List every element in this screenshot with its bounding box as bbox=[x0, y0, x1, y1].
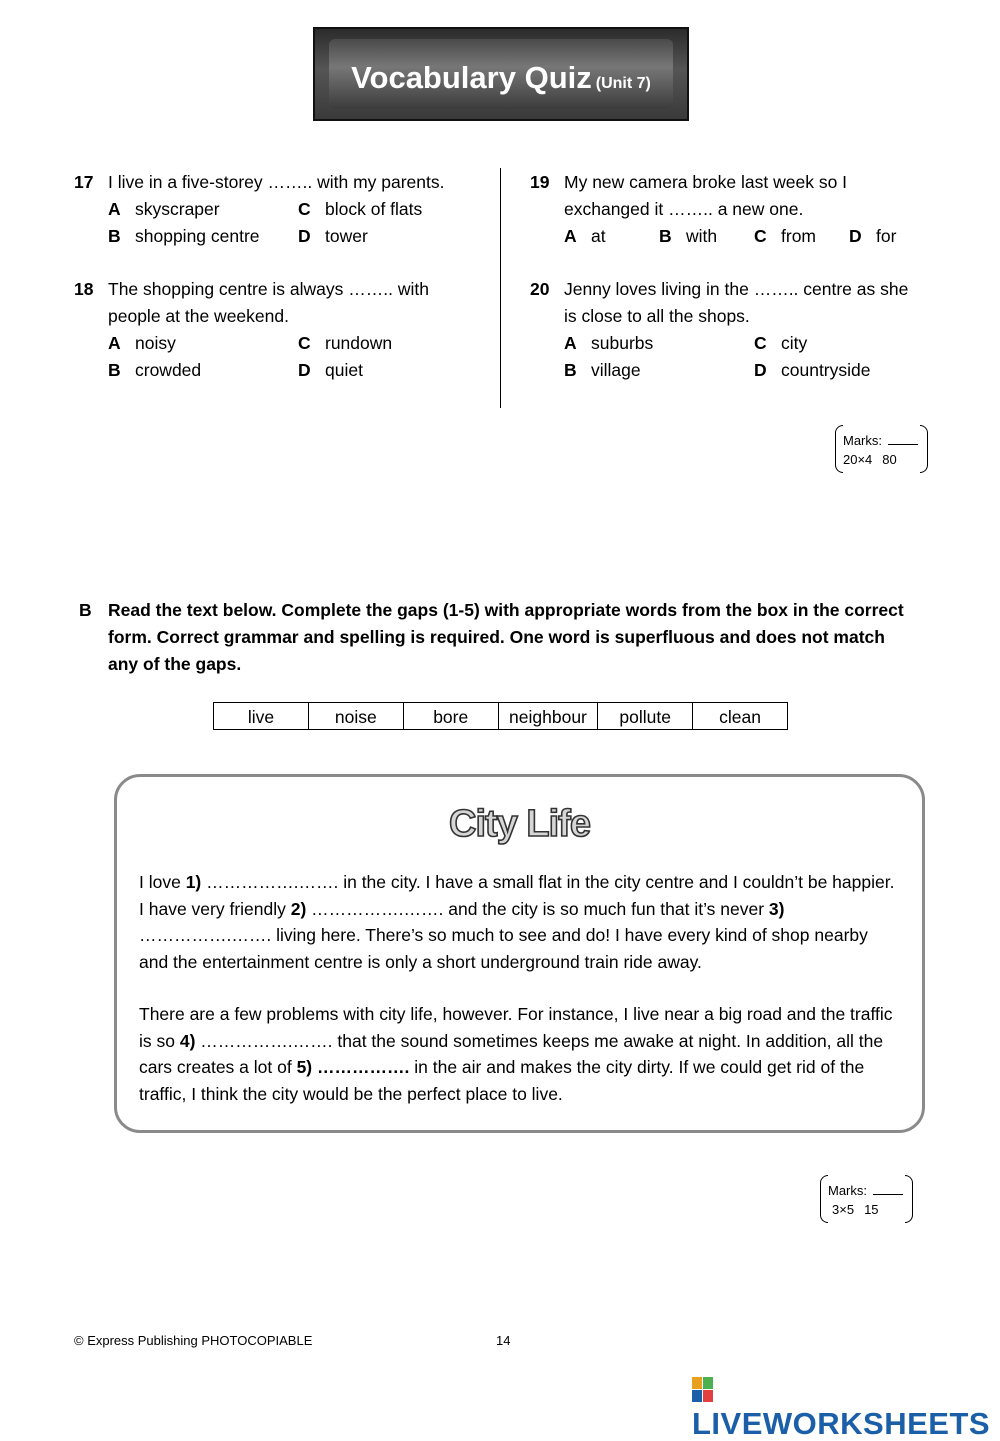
page-number: 14 bbox=[496, 1333, 511, 1348]
liveworksheets-logo[interactable]: LIVEWORKSHEETS bbox=[692, 1373, 1000, 1441]
option-b[interactable]: B shopping centre bbox=[108, 226, 260, 246]
option-a[interactable]: A noisy bbox=[108, 333, 176, 353]
question-number: 18 bbox=[74, 279, 94, 299]
section-letter: B bbox=[79, 600, 92, 620]
marks-label: Marks: bbox=[828, 1183, 867, 1198]
question-stem-line2: exchanged it …….. a new one. bbox=[564, 199, 804, 219]
word-noise[interactable]: noise bbox=[309, 703, 404, 729]
question-number: 17 bbox=[74, 172, 94, 192]
option-c[interactable]: C city bbox=[754, 333, 808, 353]
unit-label: (Unit 7) bbox=[595, 75, 651, 92]
question-number: 19 bbox=[530, 172, 550, 192]
gap-3[interactable]: 3) bbox=[768, 898, 785, 919]
option-b[interactable]: B village bbox=[564, 360, 641, 380]
question-stem: I live in a five-storey …….. with my parents. bbox=[108, 172, 445, 192]
word-bore[interactable]: bore bbox=[404, 703, 499, 729]
question-number: 20 bbox=[530, 279, 550, 299]
question-stem-line1: Jenny loves living in the …….. centre as she bbox=[564, 279, 909, 299]
option-c[interactable]: C from bbox=[754, 226, 816, 246]
reading-card bbox=[114, 774, 925, 1133]
word-pollute[interactable]: pollute bbox=[598, 703, 693, 729]
reading-paragraph-2: There are a few problems with city life, however. For instance, I live near a big road and the traffic is so 4) …………….……. that the sound sometimes keeps me awake at night. In addition, all the cars creates a lot of 5) ……………. in the air and makes the city dirty. If we could get rid of the traffic, I think the city would be the perfect place to live. bbox=[139, 1004, 893, 1104]
title-banner bbox=[313, 27, 689, 121]
question-stem-line1: The shopping centre is always …….. with bbox=[108, 279, 429, 299]
option-a[interactable]: A skyscraper bbox=[108, 199, 220, 219]
question-stem-line1: My new camera broke last week so I bbox=[564, 172, 848, 192]
reading-paragraph-1: I love 1) …………….……. in the city. I have a small flat in the city centre and I couldn’t be happier. I have very friendly 2) …………….……. and the city is so much fun that it’s never 3) …………….……. living here. There’s so much to see and do! I have every kind of shop nearby and the entertainment centre is only a short underground train ride away. bbox=[139, 872, 895, 972]
marks-blank[interactable] bbox=[888, 434, 918, 445]
marks-blank[interactable] bbox=[873, 1184, 903, 1195]
column-divider bbox=[500, 168, 501, 408]
gap-5[interactable]: 5) ……………. bbox=[296, 1057, 410, 1077]
footer-copyright: © Express Publishing PHOTOCOPIABLE bbox=[74, 1333, 313, 1348]
word-neighbour[interactable]: neighbour bbox=[499, 703, 599, 729]
word-box bbox=[213, 702, 788, 730]
marks-calc: 3×5 bbox=[832, 1202, 855, 1217]
gap-4[interactable]: 4) bbox=[179, 1030, 196, 1051]
option-a[interactable]: A at bbox=[564, 226, 606, 246]
option-a[interactable]: A suburbs bbox=[564, 333, 654, 353]
marks-box-b bbox=[820, 1175, 913, 1223]
word-live[interactable]: live bbox=[214, 703, 309, 729]
marks-total: 15 bbox=[864, 1202, 879, 1217]
option-d[interactable]: D countryside bbox=[754, 360, 871, 380]
page-title: Vocabulary Quiz (Unit 7) bbox=[351, 60, 651, 95]
marks-total: 80 bbox=[882, 452, 897, 467]
reading-title: City Life bbox=[449, 803, 590, 845]
gap-2[interactable]: 2) bbox=[290, 898, 307, 919]
liveworksheets-icon bbox=[692, 1377, 714, 1403]
section-instruction-text: Read the text below. Complete the gaps (1-5) with appropriate words from the box in the correct form. Correct grammar and spelling is required. One word is superfluous and does not match any of the gaps. bbox=[108, 600, 904, 674]
option-b[interactable]: B crowded bbox=[108, 360, 202, 380]
marks-calc: 20×4 bbox=[843, 452, 873, 467]
marks-label: Marks: bbox=[843, 433, 882, 448]
word-clean[interactable]: clean bbox=[719, 707, 761, 727]
option-d[interactable]: D quiet bbox=[298, 360, 363, 380]
marks-box-a bbox=[835, 425, 928, 473]
option-b[interactable]: B with bbox=[659, 226, 718, 246]
option-d[interactable]: D tower bbox=[298, 226, 368, 246]
question-stem-line2: is close to all the shops. bbox=[564, 306, 750, 326]
gap-1[interactable]: 1) bbox=[185, 872, 202, 892]
question-stem-line2: people at the weekend. bbox=[108, 306, 289, 326]
option-d[interactable]: D for bbox=[849, 226, 897, 246]
option-c[interactable]: C block of flats bbox=[298, 199, 423, 219]
option-c[interactable]: C rundown bbox=[298, 333, 393, 353]
